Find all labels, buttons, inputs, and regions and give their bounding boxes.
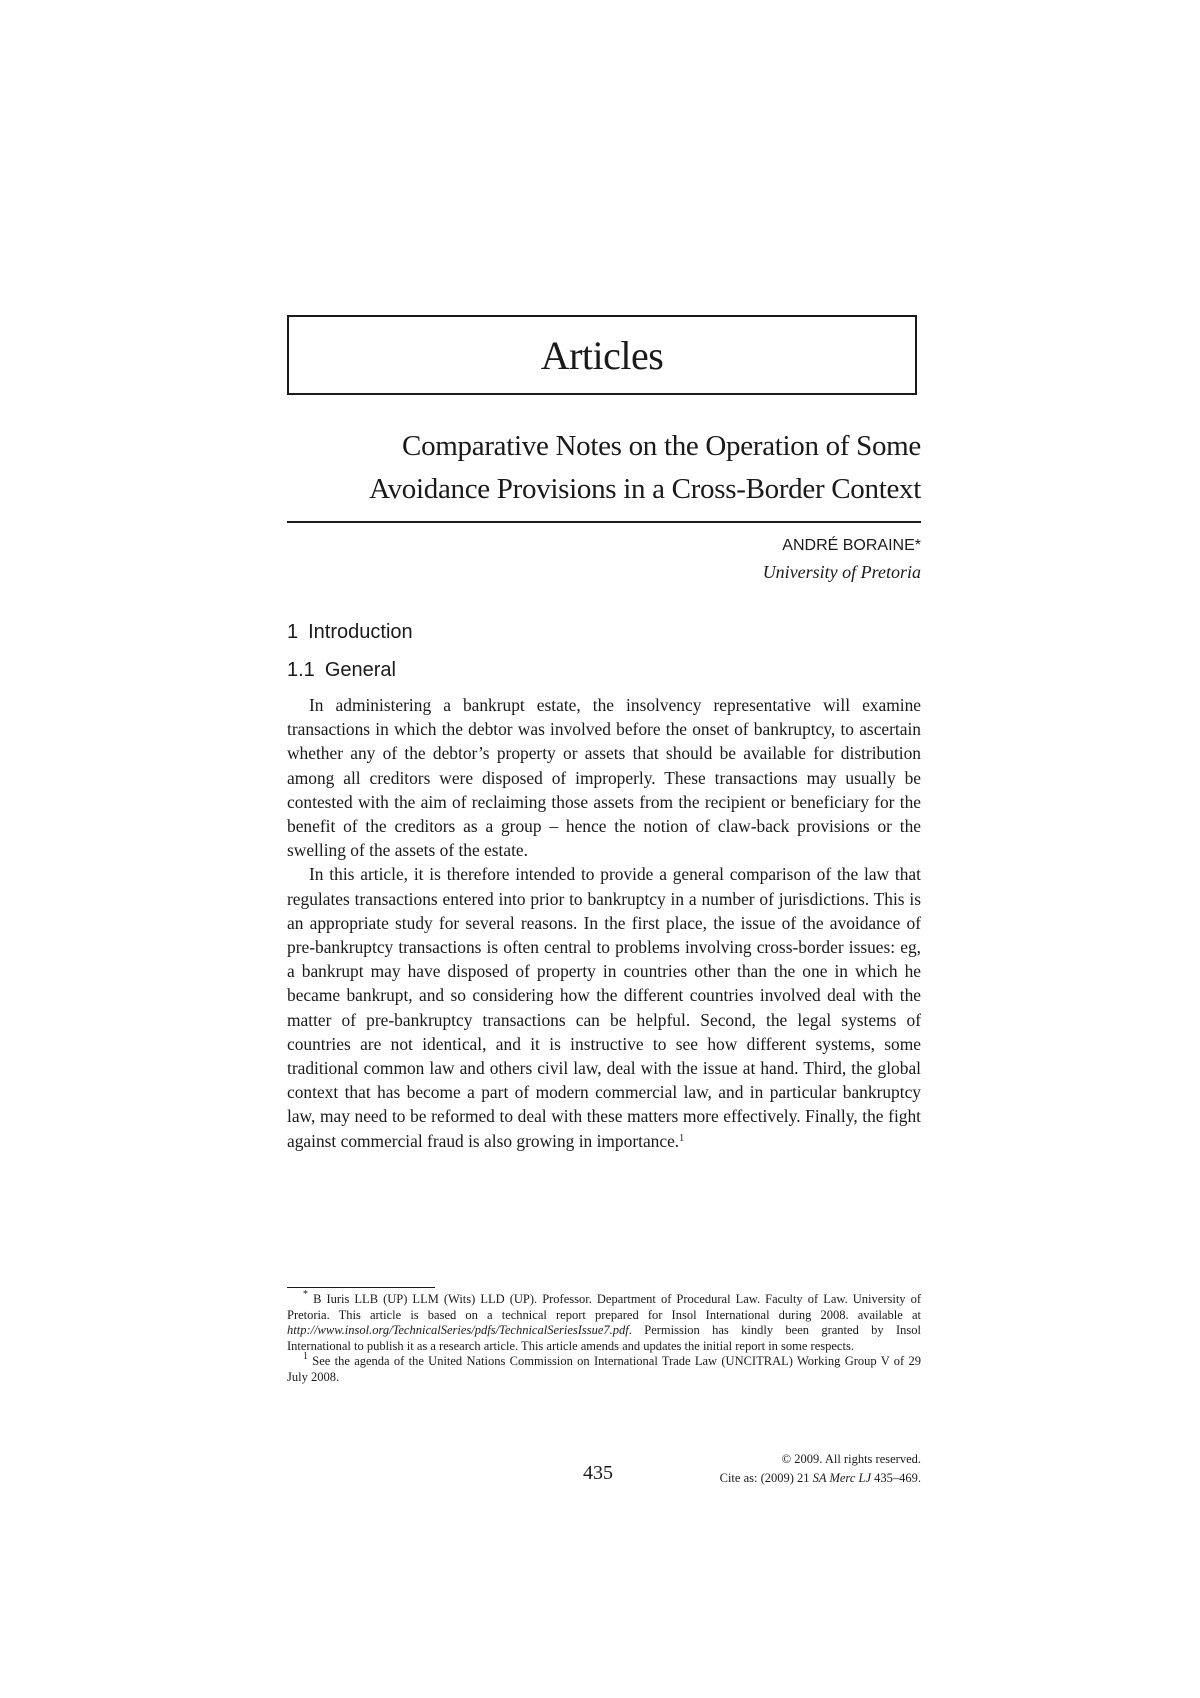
section-number: 1 <box>287 621 299 643</box>
article-body <box>287 693 921 1153</box>
author-name: ANDRÉ BORAINE* <box>782 537 921 554</box>
footnote-author-text-a: B Iuris LLB (UP) LLM (Wits) LLD (UP). Professor. Department of Procedural Law. Faculty of Law. University of Pretoria. This article is based on a technical report prepared for Insol International during 2008. available at <box>287 1292 922 1322</box>
body-paragraph-2-text: In this article, it is therefore intended to provide a general comparison of the law that regulates transactions entered into prior to bankruptcy in a number of jurisdictions. This is an appropriate study for several reasons. In the first place, the issue of the avoidance of pre-bankruptcy transactions is often central to problems involving cross-border issues: eg, a bankrupt may have disposed of property in countries other than the one in which he became bankrupt, and so considering how the different countries involved deal with the matter of pre-bankruptcy transactions can be helpful. Second, the legal systems of countries are not identical, and it is instructive to see how different systems, some traditional common law and others civil law, deal with the issue at hand. Third, the global context that has become a part of modern commercial law, and in particular bankruptcy law, may need to be reformed to deal with these matters more effectively. Finally, the fight against commercial fraud is also growing in importance. <box>287 864 921 1151</box>
body-paragraph-2 <box>287 862 921 1152</box>
citation <box>600 1469 921 1488</box>
footnote-1 <box>287 1351 921 1385</box>
copyright-block <box>600 1450 921 1488</box>
section-label: Articles <box>540 332 664 378</box>
footnote-author <box>287 1289 922 1354</box>
author-affiliation: University of Pretoria <box>762 562 921 582</box>
footnote-divider <box>287 1287 435 1288</box>
title-divider <box>287 521 921 523</box>
article-title-line-1: Comparative Notes on the Operation of Some <box>402 430 921 462</box>
copyright-notice: © 2009. All rights reserved. <box>781 1452 921 1466</box>
citation-prefix: Cite as: (2009) 21 <box>719 1471 813 1485</box>
citation-suffix: 435–469. <box>871 1471 921 1485</box>
footnote-reference-1[interactable]: 1 <box>679 1132 685 1144</box>
footnote-url-link[interactable]: http://www.insol.org/TechnicalSeries/pdfs/TechnicalSeriesIssue7.pdf <box>287 1323 629 1337</box>
subsection-heading <box>287 656 921 684</box>
footnotes <box>287 1289 922 1385</box>
footnote-star-marker: * <box>303 1289 308 1300</box>
footnote-author-text-b: . Permission has kindly been granted by Insol International to publish it as a research article. This article amends and updates the initial report in some respects. <box>287 1323 921 1353</box>
citation-journal: SA Merc LJ <box>812 1471 871 1485</box>
article-title <box>287 425 921 511</box>
subsection-heading-text: General <box>324 659 396 681</box>
section-heading-text: Introduction <box>308 621 413 643</box>
section-heading <box>287 618 921 646</box>
page-number: 435 <box>583 1462 613 1484</box>
article-title-line-2: Avoidance Provisions in a Cross-Border Context <box>369 473 921 505</box>
body-paragraph-1: In administering a bankrupt estate, the insolvency representative will examine transactions in which the debtor was involved before the onset of bankruptcy, to ascertain whether any of the debtor’s property or assets that should be available for distribution among all creditors were disposed of improperly. These transactions may usually be contested with the aim of reclaiming those assets from the recipient or beneficiary for the benefit of the creditors as a group – hence the notion of claw-back provisions or the swelling of the assets of the estate. <box>287 695 921 861</box>
section-label-box <box>287 315 917 395</box>
footnote-1-text: See the agenda of the United Nations Commission on International Trade Law (UNCITRAL) Working Group V of 29 July 2008. <box>287 1354 921 1384</box>
footnote-1-marker: 1 <box>303 1351 308 1362</box>
subsection-number: 1.1 <box>287 659 315 681</box>
